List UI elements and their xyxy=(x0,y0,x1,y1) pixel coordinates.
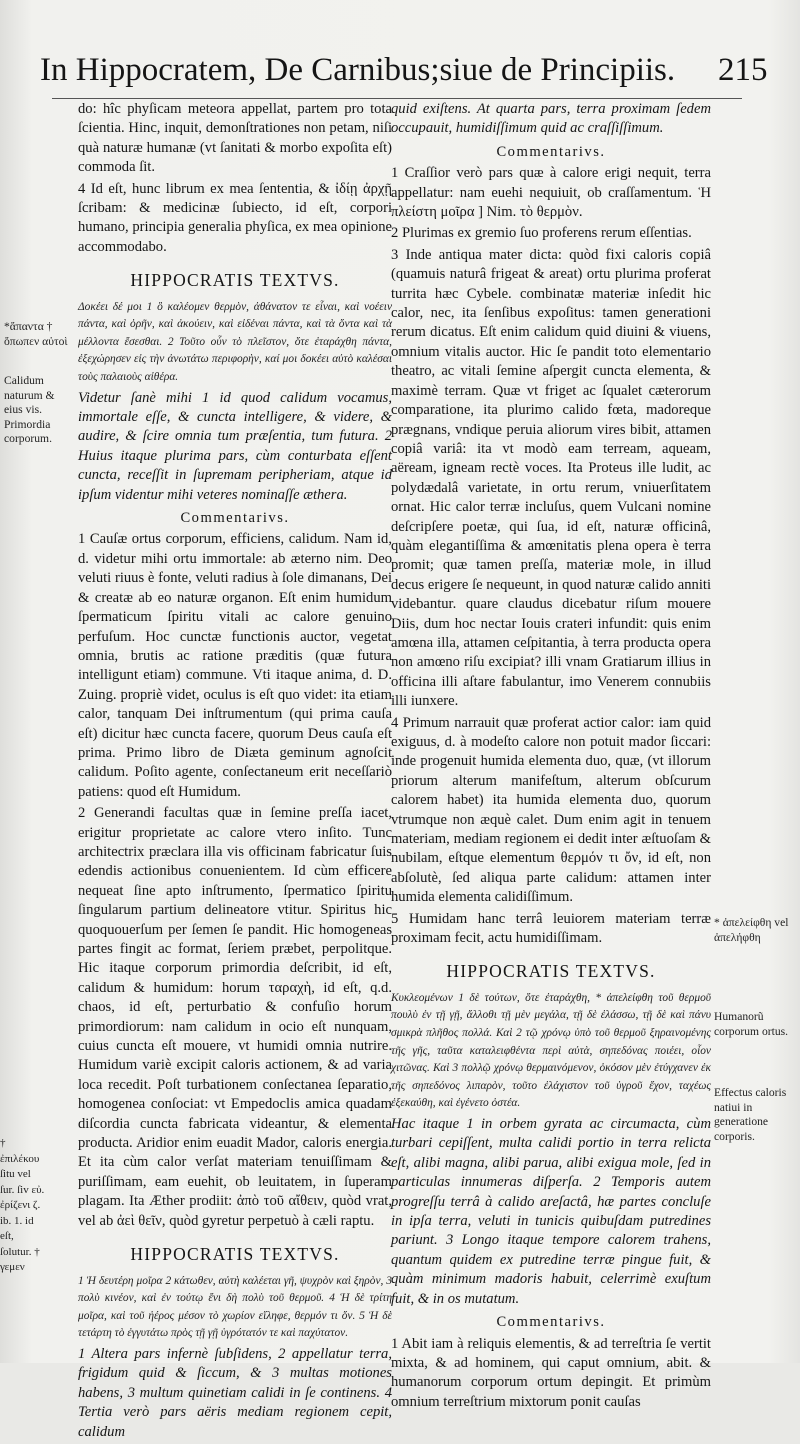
section-heading: HIPPOCRATIS TEXTVS. xyxy=(130,1244,340,1265)
paragraph: 1 Craſſior verò pars quæ à calore erigi nequit, terra appellatur: nam euehi nequiuit, ob craſſamentum. Ἡ πλείστη μοῖρα ] Nim. τὸ θερμὸν. xyxy=(391,165,711,221)
header-rule xyxy=(52,98,742,99)
commentary-heading: Commentarivs. xyxy=(496,143,606,160)
greek-text: Δοκέει δέ μοι 1 ὃ καλέομεν θερμὸν, ἀθάνατον τε εἶναι, καὶ νοέειν πάντα, καὶ ὁρῆν, καὶ ἀκούειν, καὶ εἰδέναι πάντα, καὶ τὰ ὄντα καὶ τὰ μέλλοντα ἔσεσθαι. 2 Τοῦτο οὖν τὸ πλεῖστον, ὅτε ἐταράχθη πάντα, ἐξεχώρησεν εἰς τὴν ἀνωτάτω περιφορὴν, καί μοι δοκέει αὐτὸ καλέσαι τοὺς παλαιοὺς αἰθέρα. xyxy=(78,300,392,384)
greek-text: 1 Ἡ δευτέρη μοῖρα 2 κάτωθεν, αὐτὴ καλέεται γῆ, ψυχρὸν καὶ ξηρὸν, 3 πολὺ κινέον, καὶ ἐν τούτῳ ἔνι δὴ πολὺ τοῦ θερμοῦ. 4 Ἡ δὲ τρίτη μοῖρα, καὶ τοῦ ἠέρος μέσον τὸ χωρίον εἴληφε, θερμόν τι ὄν. 5 Ἡ δὲ τετάρτη τὸ ἐγγυτάτω πρὸς τῇ γῇ ὑγρότατόν τε καὶ παχύτατον. xyxy=(78,1274,392,1340)
running-head xyxy=(40,52,768,89)
paragraph: 3 Inde antiqua mater dicta: quòd fixi caloris copiâ (quamuis naturâ frigeat & areat) ortu plurima proferat turrita hæc Cybele. combinatæ materiæ inſedit hic calor, nec, ita ſenſibus expoſitus: tamen generationi rerum dicatus. Eſt enim calidum quid diuini & viuens, omnium vitalis auctor. Hic ſe pandit toto elementario theatro, ac vitali ſemine aſpergit cuncta elementa, & maximè terram. Quæ vt friget ac ſqualet cæterorum comparatione, ita plurimo calido fœta, madoreque prægnans, vndique peruia aliorum vires bibit, attamen copiâ variâ: ita vt modò eam terream, aqueam, aëream, igneam rectè voces. Ita Proteus ille ludit, ac polydædalâ varietate, in ortu rerum, vniuerſitatem ornat. Hic calor terræ incluſus, quem Vulcani nomine deſcripſere poetæ, qui ſua, id eſt, naturæ officinâ, quàm elegantiſſima & amœnitatis plena opera è terra promit; quæ tamen preſſa, materiæ mole, in illud decus erigere ſe nequeunt, in quod naturæ calido anniti videbantur. quare claudus dicebatur riſum mouere Diis, dum hoc nectar Iouis crateri infundit: quis enim amœna illa, attamen ceſpitantia, à terra producta opera non amœno riſu excipiat? illi vnam Gratiarum illius in officina illi aſtare fabulantur, imo Venerem connubiis illi iunxere. xyxy=(391,246,711,710)
paragraph: 4 Id eſt, hunc librum ex mea ſententia, & ἰδίῃ ἀρχῇ ſcribam: & medicinæ ſubiecto, id eſt, corpori humano, principia generalia phyſica, ex mea opinione accommodabo. xyxy=(78,180,392,255)
margin-note-humanorum: Humanorũ corporum ortus. xyxy=(714,1010,789,1038)
paragraph: 1 Abit iam à reliquis elementis, & ad terreſtria ſe vertit mixta, & ad hominem, qui caput omnium, abit. & humanorum corporum ortum depingit. Et primùm omnium terreſtrium mixtorum ponit cauſas xyxy=(391,1335,711,1410)
paragraph: 2 Generandi facultas quæ in ſemine preſſa iacet, erigitur proprietate ac calore vtero inſito. Tunc architectrix præclara illa vis officinam fabricatur ſuis edendis actionibus conuenientem. Id cùm efficere nequeat ſine apto inſtrumento, ſpermatico ſpiritu ſingularum partium delineatore vtitur. Spiritus hic quoquouerſum per ſemen ſe pandit. Hic homogeneas partes fingit ac format, ſeriem præbet, perpolitque. Hic itaque corporum primordia deſcribit, id eſt, calidum & humidum: horum ταραχὴ, id eſt, q.d. chaos, id eſt, perturbatio & confuſio horum primordiorum: nam calidum in ocio eſt nunquam, cuius cuncta eſt mouere, vt humidi omnia nutrire. Humidum variè excipit caloris actionem, & ad varia loca recedit. Poſt turbationem conſectanea ſeparatio, homogenea conſociat: vt Empedoclis amica quadam diſcordia cuncta fabricata videantur, & elementa producta. Aridior enim euadit Mador, caloris energia. Et ita cùm calor verſat materiam tenuiſſimam & puriſſimam, eam euehit, ob leuitatem, in ſuperam plagam. Ita Æther prodiit: ἀπὸ τοῦ αἴθειν, quòd vrat, vel ab ἀεὶ θεῖν, quòd gyretur perpetuò à cæli raptu. xyxy=(78,805,392,1229)
right-column xyxy=(391,100,711,1414)
section-heading: HIPPOCRATIS TEXTVS. xyxy=(130,270,340,291)
latin-translation-cont: quid exiſtens. At quarta pars, terra proximam ſedem occupauit, humidiſſimum quid ac craſſiſſimum. xyxy=(391,101,711,137)
margin-note-lower-left: † ἐπιλέκου ſitu vel ſur. ſiv εὐ. ἐρίζενι ζ. ib. 1. id eſt, ſolutur. † γεμεν xyxy=(0,1137,45,1273)
paragraph: 1 Cauſæ ortus corporum, efficiens, calidum. Nam id, d. videtur mihi ortu immortale: ab æterno nim. Deo veluti riuus è fonte, veluti radius à ſole dimanans, Dei & creatæ ab eo naturæ organon. Eſt enim humidum ſpermaticum ſpiritu vitali ac calore genuino perfuſum. Hoc cunctæ functionis auctor, vegetat omnia, brutis ac ratione præditis (quæ futura intelligunt etiam) commune. Vti itaque anima, d. D. Zuing. propriè videt, oculus is eſt quo videt: ita etiam calor, tanquam Dei inſtrumentum (qui prima cauſa eſt) dicitur hæc cuncta facere, quorum Deus cauſa eſt prima. Primo libro de Diæta geminum agnoſcit calidum. Poſito agente, conſectaneum erit neceſſariò patiens: quod eſt Humidum. xyxy=(78,531,392,800)
latin-translation: 1 Altera pars infernè ſubſidens, 2 appellatur terra, frigidum quid & ſiccum, & 3 multas motiones habens, 3 multum quinetiam calidi in ſe continens. 4 Tertia verò pars aëris mediam regionem cepit, calidum xyxy=(78,1345,392,1440)
margin-note-calidum: Calidum naturum & eius vis. Primordia corporum. xyxy=(4,374,55,445)
margin-note-greek-variant-right: * ἀπελείφθη vel ἀπελήφθη xyxy=(714,916,789,944)
left-column xyxy=(78,100,392,1444)
paragraph: 5 Humidam hanc terrâ leuiorem materiam terræ proximam fecit, actu humidiſſimam. xyxy=(391,910,711,947)
paragraph: 4 Primum narrauit quæ proferat actior calor: iam quid exiguus, d. à modeſto calore non potuit mador ſiccari: inde progenuit humida elementa duo, quæ, (vt illorum priorum alterum manifeſtum, alterum obſcurum calorem habet) ita humida elementa duo, quorum vtrumque non æquè calet. Dum enim agit in tenuem materiam, mediam regionem ei dedit inter æſtuoſam & nubilam, eſtque elementum θερμόν τι ὄν, id eſt, non abſolutè, ſed aliqua parte calidum: attamen inter humida elementa calidiſſimum. xyxy=(391,714,711,906)
latin-translation: Hac itaque 1 in orbem gyrata ac circumacta, cùm turbari cepiſſent, multa calidi portio in terra relicta eſt, alibi magna, alibi parua, alibi exigua mole, ſed in particulas innumeras diſperſa. 2 Temporis autem progreſſu terrâ à calido areſactâ, hæ partes concluſe in ipſa terra, veluti in tunicis quibuſdam putredines pariunt. 3 Longo itaque tempore calorem trahens, quantum quidem ex putredine terræ pingue fuit, & quàm minimum madoris habuit, celerrimè exuſtum fuit, & in os mutatum. xyxy=(391,1116,711,1307)
margin-note-effectus: Effectus caloris natiui in generatione corporis. xyxy=(714,1086,787,1143)
greek-text: Κυκλεομένων 1 δὲ τούτων, ὅτε ἐταράχθη, * ἀπελείφθη τοῦ θερμοῦ πουλὺ ἐν τῇ γῇ, ἄλλοθι τῇ μὲν μεγάλα, τῇ δὲ ἐλάσσω, τῇ δὲ καὶ πάνυ σμικρὰ πλῆθος πολλά. Καὶ 2 τῷ χρόνῳ ὑπὸ τοῦ θερμοῦ ξηραινομένης τῆς γῆς, ταῦτα καταλειφθέντα περὶ αὐτὰ, σηπεδόνας ποιέει, οἷον χιτῶνας. Καὶ 3 πολλῷ χρόνῳ θερμαινόμενον, ὁκόσον μὲν ἐτύγχανεν ἐκ τῆς σηπεδόνος λιπαρὸν, τοῦτο ἐλάχιστον τοῦ ὑγροῦ ἔχον, ταχέως ἐξεκαύθη, καὶ ἐγένετο ὀστέα. xyxy=(391,991,711,1110)
paragraph: do: hîc phyſicam meteora appellat, partem pro tota ſcientia. Hinc, inquit, demonſtrationes non petam, niſi quà naturæ humanæ (vt ſanitati & morbo expoſita eſt) commoda ſit. xyxy=(78,101,392,176)
latin-translation: Videtur ſanè mihi 1 id quod calidum vocamus, immortale eſſe, & cuncta intelligere, & videre, & audire, & ſcire omnia tum præſentia, tum futura. 2 Huius itaque plurima pars, cùm conturbata eſſent cuncta, receſſit in ſupremam peripheriam, atque id ipſum videntur mihi veteres nominaſſe æthera. xyxy=(78,389,392,503)
commentary-heading: Commentarivs. xyxy=(180,510,290,527)
page-title: In Hippocratem, De Carnibus;siue de Principiis. xyxy=(40,52,676,88)
commentary-heading: Commentarivs. xyxy=(496,1314,606,1331)
paragraph: 2 Plurimas ex gremio ſuo proferens rerum eſſentias. xyxy=(391,225,692,242)
margin-note-greek-variant: *ἄπαντα † ὄπωπεν αὐτοὶ xyxy=(4,320,68,348)
page-number: 215 xyxy=(718,52,768,88)
section-heading: HIPPOCRATIS TEXTVS. xyxy=(446,961,656,982)
